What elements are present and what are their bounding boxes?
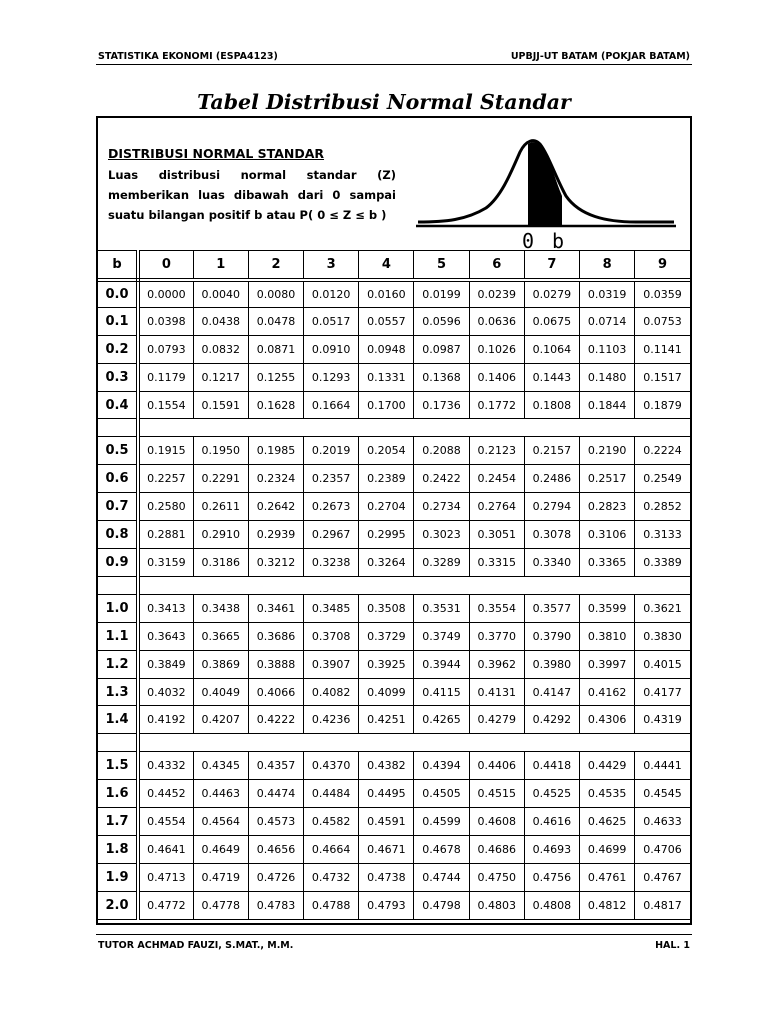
z-table — [98, 250, 690, 920]
value-cell: 0.2357 — [304, 465, 359, 493]
value-cell: 0.0398 — [138, 307, 193, 335]
value-cell: 0.3790 — [524, 622, 579, 650]
value-cell: 0.0557 — [359, 307, 414, 335]
value-cell: 0.1255 — [248, 363, 303, 391]
value-cell: 0.3770 — [469, 622, 524, 650]
header-cell: 2 — [248, 251, 303, 280]
value-cell: 0.1443 — [524, 363, 579, 391]
value-cell: 0.2054 — [359, 437, 414, 465]
value-cell: 0.4192 — [138, 706, 193, 734]
value-cell: 0.3907 — [304, 650, 359, 678]
value-cell: 0.2486 — [524, 465, 579, 493]
header-cell-b: b — [98, 251, 138, 280]
table-row — [98, 706, 690, 734]
value-cell: 0.4429 — [580, 752, 635, 780]
row-label-cell: 0.9 — [98, 549, 138, 577]
value-cell: 0.1217 — [193, 363, 248, 391]
value-cell: 0.1331 — [359, 363, 414, 391]
value-cell: 0.1844 — [580, 391, 635, 419]
row-label-cell: 1.8 — [98, 836, 138, 864]
value-cell: 0.2190 — [580, 437, 635, 465]
spacer-cell — [98, 734, 138, 752]
value-cell: 0.4099 — [359, 678, 414, 706]
value-cell: 0.4049 — [193, 678, 248, 706]
value-cell: 0.3599 — [580, 594, 635, 622]
table-row — [98, 752, 690, 780]
value-cell: 0.4591 — [359, 808, 414, 836]
page-number: HAL. 1 — [655, 940, 690, 951]
value-cell: 0.4452 — [138, 780, 193, 808]
value-cell: 0.4633 — [635, 808, 690, 836]
value-cell: 0.4115 — [414, 678, 469, 706]
value-cell: 0.3729 — [359, 622, 414, 650]
value-cell: 0.3849 — [138, 650, 193, 678]
value-cell: 0.3078 — [524, 521, 579, 549]
value-cell: 0.4306 — [580, 706, 635, 734]
header-cell: 1 — [193, 251, 248, 280]
value-cell: 0.1700 — [359, 391, 414, 419]
value-cell: 0.3023 — [414, 521, 469, 549]
value-cell: 0.1517 — [635, 363, 690, 391]
value-cell: 0.0478 — [248, 307, 303, 335]
table-row — [98, 863, 690, 891]
row-label-cell: 2.0 — [98, 891, 138, 919]
value-cell: 0.3413 — [138, 594, 193, 622]
value-cell: 0.4713 — [138, 863, 193, 891]
table-row — [98, 280, 690, 308]
value-cell: 0.4382 — [359, 752, 414, 780]
value-cell: 0.4649 — [193, 836, 248, 864]
value-cell: 0.2549 — [635, 465, 690, 493]
group-spacer-row — [98, 734, 690, 752]
value-cell: 0.4693 — [524, 836, 579, 864]
value-cell: 0.4319 — [635, 706, 690, 734]
value-cell: 0.3238 — [304, 549, 359, 577]
value-cell: 0.2704 — [359, 493, 414, 521]
footer-rule — [96, 934, 692, 935]
table-row — [98, 650, 690, 678]
value-cell: 0.2939 — [248, 521, 303, 549]
value-cell: 0.1141 — [635, 335, 690, 363]
page-footer — [98, 938, 690, 954]
value-cell: 0.0675 — [524, 307, 579, 335]
value-cell: 0.4750 — [469, 863, 524, 891]
value-cell: 0.4671 — [359, 836, 414, 864]
row-label-cell: 0.0 — [98, 280, 138, 308]
row-label-cell: 0.2 — [98, 335, 138, 363]
value-cell: 0.2611 — [193, 493, 248, 521]
value-cell: 0.1808 — [524, 391, 579, 419]
curve-label-b: b — [552, 229, 565, 250]
value-cell: 0.4778 — [193, 891, 248, 919]
value-cell: 0.4032 — [138, 678, 193, 706]
row-label-cell: 1.3 — [98, 678, 138, 706]
value-cell: 0.3485 — [304, 594, 359, 622]
value-cell: 0.1736 — [414, 391, 469, 419]
value-cell: 0.4616 — [524, 808, 579, 836]
value-cell: 0.4732 — [304, 863, 359, 891]
value-cell: 0.2389 — [359, 465, 414, 493]
value-cell: 0.3186 — [193, 549, 248, 577]
value-cell: 0.4147 — [524, 678, 579, 706]
table-frame — [96, 116, 692, 925]
row-label-cell: 1.4 — [98, 706, 138, 734]
page-header — [98, 49, 690, 65]
value-cell: 0.4279 — [469, 706, 524, 734]
value-cell: 0.3461 — [248, 594, 303, 622]
table-row — [98, 335, 690, 363]
header-cell: 9 — [635, 251, 690, 280]
value-cell: 0.1480 — [580, 363, 635, 391]
table-header-row — [98, 251, 690, 280]
value-cell: 0.1915 — [138, 437, 193, 465]
value-cell: 0.0438 — [193, 307, 248, 335]
value-cell: 0.1103 — [580, 335, 635, 363]
value-cell: 0.2088 — [414, 437, 469, 465]
value-cell: 0.0120 — [304, 280, 359, 308]
value-cell: 0.4817 — [635, 891, 690, 919]
value-cell: 0.4599 — [414, 808, 469, 836]
value-cell: 0.4664 — [304, 836, 359, 864]
row-label-cell: 0.7 — [98, 493, 138, 521]
value-cell: 0.4573 — [248, 808, 303, 836]
value-cell: 0.4808 — [524, 891, 579, 919]
value-cell: 0.2642 — [248, 493, 303, 521]
value-cell: 0.0910 — [304, 335, 359, 363]
header-cell: 8 — [580, 251, 635, 280]
spacer-cell — [98, 419, 138, 437]
header-cell: 6 — [469, 251, 524, 280]
value-cell: 0.4236 — [304, 706, 359, 734]
value-cell: 0.2517 — [580, 465, 635, 493]
value-cell: 0.4418 — [524, 752, 579, 780]
group-spacer-row — [98, 576, 690, 594]
value-cell: 0.4177 — [635, 678, 690, 706]
value-cell: 0.4474 — [248, 780, 303, 808]
value-cell: 0.3133 — [635, 521, 690, 549]
value-cell: 0.1985 — [248, 437, 303, 465]
value-cell: 0.1406 — [469, 363, 524, 391]
value-cell: 0.4495 — [359, 780, 414, 808]
value-cell: 0.1293 — [304, 363, 359, 391]
value-cell: 0.4162 — [580, 678, 635, 706]
value-cell: 0.4767 — [635, 863, 690, 891]
value-cell: 0.2910 — [193, 521, 248, 549]
header-cell: 7 — [524, 251, 579, 280]
row-label-cell: 1.1 — [98, 622, 138, 650]
value-cell: 0.0040 — [193, 280, 248, 308]
value-cell: 0.4535 — [580, 780, 635, 808]
table-row — [98, 307, 690, 335]
value-cell: 0.4394 — [414, 752, 469, 780]
header-rule — [96, 64, 692, 65]
value-cell: 0.4131 — [469, 678, 524, 706]
value-cell: 0.4726 — [248, 863, 303, 891]
value-cell: 0.1772 — [469, 391, 524, 419]
value-cell: 0.0359 — [635, 280, 690, 308]
value-cell: 0.2823 — [580, 493, 635, 521]
value-cell: 0.3508 — [359, 594, 414, 622]
value-cell: 0.3315 — [469, 549, 524, 577]
value-cell: 0.0753 — [635, 307, 690, 335]
table-row — [98, 549, 690, 577]
value-cell: 0.2291 — [193, 465, 248, 493]
value-cell: 0.1368 — [414, 363, 469, 391]
course-name: STATISTIKA EKONOMI (ESPA4123) — [98, 51, 278, 62]
value-cell: 0.2881 — [138, 521, 193, 549]
value-cell: 0.4788 — [304, 891, 359, 919]
table-row — [98, 391, 690, 419]
value-cell: 0.4066 — [248, 678, 303, 706]
value-cell: 0.3106 — [580, 521, 635, 549]
value-cell: 0.3980 — [524, 650, 579, 678]
value-cell: 0.4678 — [414, 836, 469, 864]
header-cell: 0 — [138, 251, 193, 280]
institution-name: UPBJJ-UT BATAM (POKJAR BATAM) — [510, 51, 690, 62]
value-cell: 0.2764 — [469, 493, 524, 521]
value-cell: 0.2967 — [304, 521, 359, 549]
value-cell: 0.3810 — [580, 622, 635, 650]
value-cell: 0.3531 — [414, 594, 469, 622]
normal-curve-icon — [416, 141, 676, 226]
value-cell: 0.0596 — [414, 307, 469, 335]
value-cell: 0.2852 — [635, 493, 690, 521]
value-cell: 0.0239 — [469, 280, 524, 308]
value-cell: 0.3438 — [193, 594, 248, 622]
value-cell: 0.0080 — [248, 280, 303, 308]
value-cell: 0.4332 — [138, 752, 193, 780]
spacer-cell — [98, 576, 138, 594]
value-cell: 0.4608 — [469, 808, 524, 836]
value-cell: 0.3686 — [248, 622, 303, 650]
intro-heading: DISTRIBUSI NORMAL STANDAR — [108, 146, 325, 161]
value-cell: 0.3962 — [469, 650, 524, 678]
row-label-cell: 1.0 — [98, 594, 138, 622]
value-cell: 0.4554 — [138, 808, 193, 836]
value-cell: 0.4345 — [193, 752, 248, 780]
value-cell: 0.3289 — [414, 549, 469, 577]
group-spacer-row — [98, 419, 690, 437]
table-row — [98, 678, 690, 706]
value-cell: 0.4812 — [580, 891, 635, 919]
value-cell: 0.3997 — [580, 650, 635, 678]
spacer-cell — [138, 419, 690, 437]
value-cell: 0.1554 — [138, 391, 193, 419]
row-label-cell: 0.5 — [98, 437, 138, 465]
row-label-cell: 0.6 — [98, 465, 138, 493]
table-row — [98, 594, 690, 622]
row-label-cell: 0.8 — [98, 521, 138, 549]
page-title: Tabel Distribusi Normal Standar — [197, 90, 571, 114]
value-cell: 0.4357 — [248, 752, 303, 780]
table-row — [98, 891, 690, 919]
value-cell: 0.4803 — [469, 891, 524, 919]
table-row — [98, 780, 690, 808]
value-cell: 0.4656 — [248, 836, 303, 864]
table-row — [98, 836, 690, 864]
value-cell: 0.0948 — [359, 335, 414, 363]
value-cell: 0.3708 — [304, 622, 359, 650]
normal-curve-figure — [416, 130, 676, 250]
value-cell: 0.4772 — [138, 891, 193, 919]
value-cell: 0.2794 — [524, 493, 579, 521]
table-row — [98, 493, 690, 521]
value-cell: 0.4463 — [193, 780, 248, 808]
value-cell: 0.2123 — [469, 437, 524, 465]
value-cell: 0.2673 — [304, 493, 359, 521]
value-cell: 0.3340 — [524, 549, 579, 577]
value-cell: 0.4744 — [414, 863, 469, 891]
value-cell: 0.4207 — [193, 706, 248, 734]
value-cell: 0.4798 — [414, 891, 469, 919]
row-label-cell: 1.2 — [98, 650, 138, 678]
intro-description: Luas distribusi normal standar (Z) memberikan luas dibawah dari 0 sampai suatu bilangan positif b atau P( 0 ≤ Z ≤ b ) — [108, 168, 396, 222]
value-cell: 0.0199 — [414, 280, 469, 308]
value-cell: 0.3577 — [524, 594, 579, 622]
value-cell: 0.0000 — [138, 280, 193, 308]
value-cell: 0.4625 — [580, 808, 635, 836]
value-cell: 0.3264 — [359, 549, 414, 577]
value-cell: 0.4793 — [359, 891, 414, 919]
header-cell: 3 — [304, 251, 359, 280]
value-cell: 0.2580 — [138, 493, 193, 521]
value-cell: 0.3643 — [138, 622, 193, 650]
value-cell: 0.3869 — [193, 650, 248, 678]
value-cell: 0.2454 — [469, 465, 524, 493]
table-row — [98, 437, 690, 465]
curve-label-zero: 0 — [522, 229, 535, 250]
value-cell: 0.0987 — [414, 335, 469, 363]
value-cell: 0.4292 — [524, 706, 579, 734]
value-cell: 0.3888 — [248, 650, 303, 678]
row-label-cell: 1.6 — [98, 780, 138, 808]
value-cell: 0.0832 — [193, 335, 248, 363]
value-cell: 0.2019 — [304, 437, 359, 465]
intro-box — [98, 118, 690, 252]
value-cell: 0.4265 — [414, 706, 469, 734]
value-cell: 0.1591 — [193, 391, 248, 419]
value-cell: 0.4525 — [524, 780, 579, 808]
header-cell: 5 — [414, 251, 469, 280]
value-cell: 0.3365 — [580, 549, 635, 577]
value-cell: 0.3212 — [248, 549, 303, 577]
value-cell: 0.4738 — [359, 863, 414, 891]
row-label-cell: 1.7 — [98, 808, 138, 836]
value-cell: 0.0517 — [304, 307, 359, 335]
value-cell: 0.2257 — [138, 465, 193, 493]
row-label-cell: 1.5 — [98, 752, 138, 780]
value-cell: 0.4582 — [304, 808, 359, 836]
value-cell: 0.4756 — [524, 863, 579, 891]
value-cell: 0.2324 — [248, 465, 303, 493]
value-cell: 0.3621 — [635, 594, 690, 622]
value-cell: 0.2422 — [414, 465, 469, 493]
value-cell: 0.4686 — [469, 836, 524, 864]
spacer-cell — [138, 576, 690, 594]
value-cell: 0.4564 — [193, 808, 248, 836]
row-label-cell: 0.4 — [98, 391, 138, 419]
value-cell: 0.3554 — [469, 594, 524, 622]
value-cell: 0.0714 — [580, 307, 635, 335]
value-cell: 0.4505 — [414, 780, 469, 808]
row-label-cell: 0.3 — [98, 363, 138, 391]
value-cell: 0.2995 — [359, 521, 414, 549]
value-cell: 0.4719 — [193, 863, 248, 891]
value-cell: 0.2224 — [635, 437, 690, 465]
value-cell: 0.0636 — [469, 307, 524, 335]
value-cell: 0.4641 — [138, 836, 193, 864]
value-cell: 0.4222 — [248, 706, 303, 734]
value-cell: 0.4761 — [580, 863, 635, 891]
value-cell: 0.4082 — [304, 678, 359, 706]
value-cell: 0.3925 — [359, 650, 414, 678]
value-cell: 0.1664 — [304, 391, 359, 419]
value-cell: 0.3051 — [469, 521, 524, 549]
value-cell: 0.4783 — [248, 891, 303, 919]
value-cell: 0.0793 — [138, 335, 193, 363]
value-cell: 0.3944 — [414, 650, 469, 678]
value-cell: 0.1950 — [193, 437, 248, 465]
value-cell: 0.0871 — [248, 335, 303, 363]
value-cell: 0.4251 — [359, 706, 414, 734]
value-cell: 0.3830 — [635, 622, 690, 650]
tutor-name: TUTOR ACHMAD FAUZI, S.MAT., M.M. — [98, 940, 294, 951]
header-cell: 4 — [359, 251, 414, 280]
value-cell: 0.4484 — [304, 780, 359, 808]
value-cell: 0.1064 — [524, 335, 579, 363]
value-cell: 0.3159 — [138, 549, 193, 577]
value-cell: 0.4441 — [635, 752, 690, 780]
value-cell: 0.2734 — [414, 493, 469, 521]
table-row — [98, 363, 690, 391]
value-cell: 0.3749 — [414, 622, 469, 650]
value-cell: 0.1179 — [138, 363, 193, 391]
value-cell: 0.2157 — [524, 437, 579, 465]
table-row — [98, 622, 690, 650]
value-cell: 0.3389 — [635, 549, 690, 577]
value-cell: 0.1879 — [635, 391, 690, 419]
value-cell: 0.4370 — [304, 752, 359, 780]
value-cell: 0.0279 — [524, 280, 579, 308]
value-cell: 0.4015 — [635, 650, 690, 678]
value-cell: 0.1628 — [248, 391, 303, 419]
value-cell: 0.0160 — [359, 280, 414, 308]
value-cell: 0.0319 — [580, 280, 635, 308]
value-cell: 0.1026 — [469, 335, 524, 363]
value-cell: 0.4706 — [635, 836, 690, 864]
spacer-cell — [138, 734, 690, 752]
table-row — [98, 521, 690, 549]
value-cell: 0.4545 — [635, 780, 690, 808]
table-row — [98, 808, 690, 836]
table-row — [98, 465, 690, 493]
row-label-cell: 1.9 — [98, 863, 138, 891]
value-cell: 0.3665 — [193, 622, 248, 650]
value-cell: 0.4515 — [469, 780, 524, 808]
value-cell: 0.4699 — [580, 836, 635, 864]
value-cell: 0.4406 — [469, 752, 524, 780]
row-label-cell: 0.1 — [98, 307, 138, 335]
